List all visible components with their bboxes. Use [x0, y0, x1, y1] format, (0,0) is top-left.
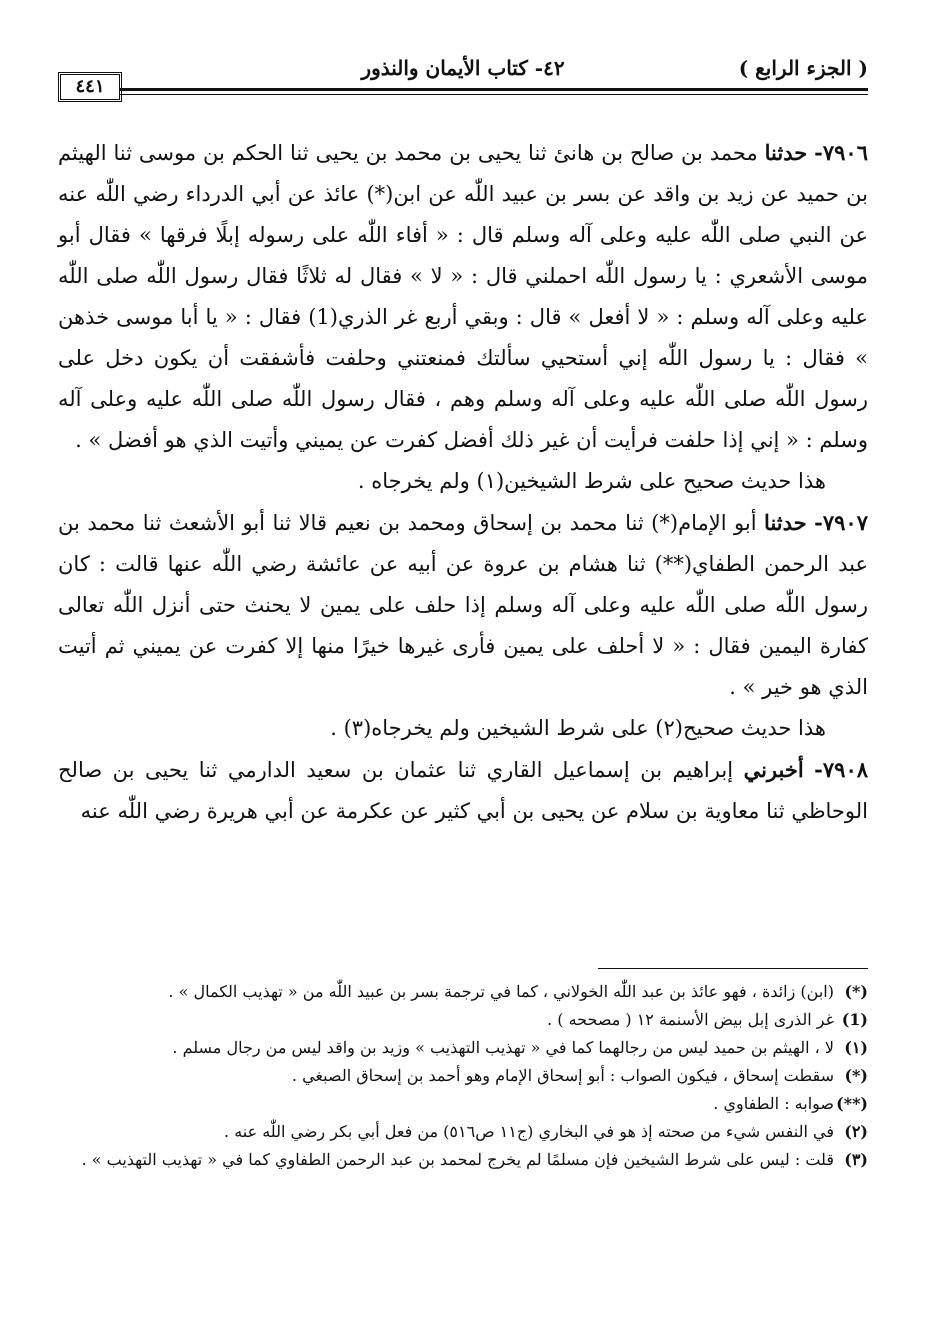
header-rule-thin	[120, 94, 868, 95]
footnote-mark: (١)	[844, 1038, 868, 1057]
hadith-lead: أخبرني	[743, 757, 804, 782]
footnote-mark: (٢)	[844, 1122, 868, 1141]
hadith-lead: حدثنا	[764, 140, 808, 165]
main-text	[58, 132, 868, 832]
footnote	[58, 978, 868, 1006]
footnote	[58, 1062, 868, 1090]
footnotes	[58, 978, 868, 1174]
hadith-text: إبراهيم بن إسماعيل القاري ثنا عثمان بن سعيد الدارمي ثنا يحيى بن صالح الوحاظي ثنا معاوية بن سلام عن يحيى بن أبي كثير عن عكرمة عن أبي هريرة رضي اللّٰه عنه	[58, 758, 868, 823]
footnote-text: في النفس شيء من صحته إذ هو في البخاري (ج١١ ص٥١٦) من فعل أبي بكر رضي اللّٰه عنه .	[224, 1122, 834, 1141]
footnote-mark: (1)	[841, 1010, 868, 1029]
hadith-7906	[58, 132, 868, 461]
footnote	[58, 1090, 868, 1118]
footnote-mark: (*)	[844, 1066, 868, 1085]
hadith-7908	[58, 749, 868, 832]
hadith-text: محمد بن صالح بن هانئ ثنا يحيى بن محمد بن يحيى ثنا الحكم بن موسى ثنا الهيثم بن حميد عن زيد بن واقد عن بسر بن عبيد اللّٰه عن ابن(*) عائذ عن أبي الدرداء رضي اللّٰه عنه عن النبي صلى اللّٰه عليه وعلى آله وسلم قال : « أفاء اللّٰه على رسوله إبلًا فرقها » فقال أبو موسى الأشعري : يا رسول اللّٰه احملني قال : « لا » فقال له ثلاثًا فقال رسول اللّٰه صلى اللّٰه عليه وعلى آله وسلم : « لا أفعل » قال : وبقي أربع غر الذري(1) فقال : « يا أبا موسى خذهن » فقال : يا رسول اللّٰه إني أستحيي سألتك فمنعتني وحلفت فأشفقت أن يكون دخل على رسول اللّٰه صلى اللّٰه عليه وعلى آله وسلم وهم ، فقال رسول اللّٰه صلى اللّٰه عليه وعلى آله وسلم : « إني إذا حلفت فرأيت أن غير ذلك أفضل كفرت عن يميني وأتيت الذي هو أفضل » .	[58, 141, 868, 452]
footnote-text: قلت : ليس على شرط الشيخين فإن مسلمًا لم يخرج لمحمد بن عبد الرحمن الطفاوي كما في « تهذيب التهذيب » .	[81, 1150, 834, 1169]
footnote	[58, 1034, 868, 1062]
page-number: ٤٤١	[58, 72, 122, 102]
hadith-7907	[58, 502, 868, 708]
footnote-text: صوابه : الطفاوي .	[713, 1094, 834, 1113]
hadith-text: أبو الإمام(*) ثنا محمد بن إسحاق ومحمد بن نعيم قالا ثنا أبو الأشعث ثنا محمد بن عبد الرحمن الطفاي(**) ثنا هشام بن عروة عن أبيه عن عائشة رضي اللّٰه عنها قالت : كان رسول اللّٰه صلى اللّٰه عليه وعلى آله وسلم إذا حلف على يمين لا يحنث حتى أنزل اللّٰه تعالى كفارة اليمين فقال : « لا أحلف على يمين فأرى غيرها خيرًا منها إلا كفرت عن يميني ثم أتيت الذي هو خير » .	[58, 511, 868, 699]
footnote	[58, 1118, 868, 1146]
footnote-divider	[598, 968, 868, 969]
footnote	[58, 1006, 868, 1034]
hadith-number: ٧٩٠٧-	[814, 510, 868, 535]
page-header	[58, 50, 868, 98]
footnote-text: غر الذرى إبل بيض الأسنمة ١٢ ( مصححه ) .	[547, 1010, 834, 1029]
footnote-mark: (٣)	[844, 1150, 868, 1169]
header-rule-thick	[120, 88, 868, 91]
hadith-verdict: هذا حديث صحيح على شرط الشيخين(١) ولم يخرجاه .	[357, 469, 826, 493]
hadith-number: ٧٩٠٦-	[814, 140, 868, 165]
footnote-text: (ابن) زائدة ، فهو عائذ بن عبد اللّٰه الخولاني ، كما في ترجمة بسر بن عبيد اللّٰه من « تهذيب الكمال » .	[168, 982, 834, 1001]
footnote-mark: (**)	[836, 1094, 868, 1113]
footnote-text: سقطت إسحاق ، فيكون الصواب : أبو إسحاق الإمام وهو أحمد بن إسحاق الصبغي .	[291, 1066, 834, 1085]
footnote-mark: (*)	[844, 982, 868, 1001]
hadith-verdict: هذا حديث صحيح(٢) على شرط الشيخين ولم يخرجاه(٣) .	[330, 716, 826, 740]
hadith-number: ٧٩٠٨-	[814, 757, 869, 782]
footnote	[58, 1146, 868, 1174]
volume-title: ( الجزء الرابع )	[738, 56, 868, 80]
footnote-text: لا ، الهيثم بن حميد ليس من رجالهما كما في « تهذيب التهذيب » وزيد بن واقد ليس من رجال مسلم .	[172, 1038, 834, 1057]
chapter-title: ٤٢- كتاب الأيمان والنذور	[361, 56, 565, 80]
hadith-lead: حدثنا	[764, 510, 807, 535]
book-page	[58, 50, 868, 1320]
